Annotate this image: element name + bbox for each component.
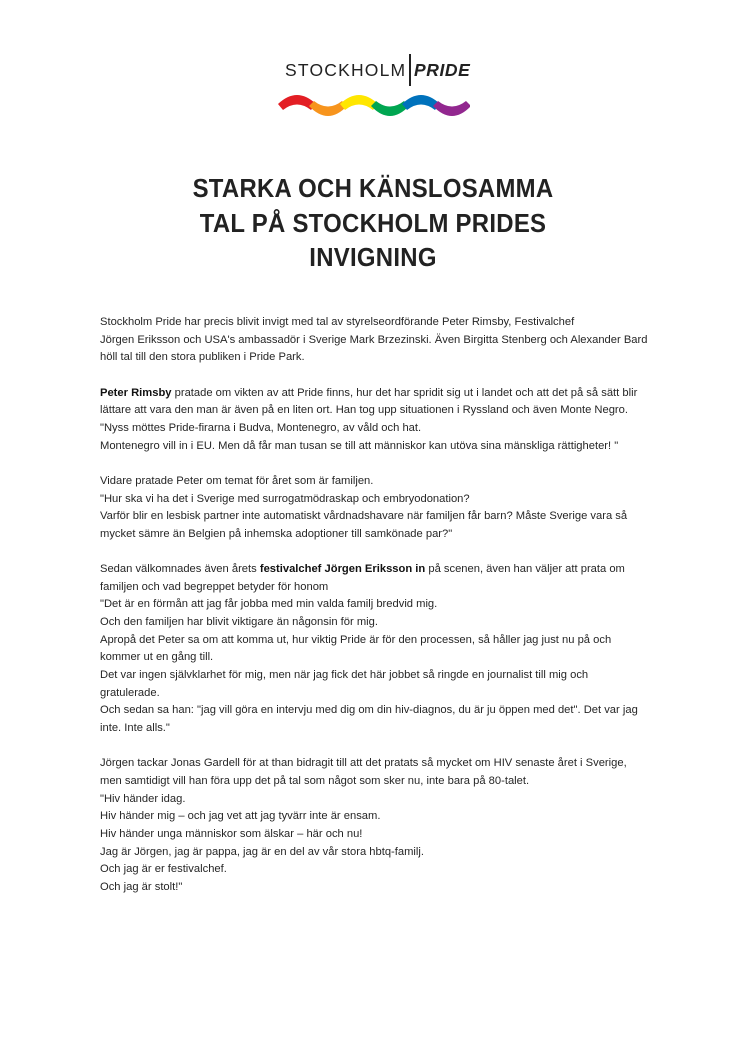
text-line: Jörgen Eriksson och USA's ambassadör i Sverige Mark Brzezinski. Även Birgitta Stenberg och Alexander Bard	[100, 333, 648, 346]
logo-word-pride: PRIDE	[413, 59, 471, 80]
bold-name: Peter Rimsby	[100, 386, 172, 399]
text-line: höll tal till den stora publiken i Pride Park.	[100, 351, 305, 364]
text-line: kommer ut en gång till.	[100, 651, 214, 664]
rainbow-arc	[433, 101, 470, 116]
bold-name: festivalchef Jörgen Eriksson in	[259, 563, 426, 576]
text-line: familjen och vad begreppet betyder för honom	[100, 580, 329, 593]
page-title	[122, 171, 624, 275]
text-line: Hiv händer mig – och jag vet att jag tyvärr inte är ensam.	[100, 810, 381, 823]
text-line: lättare att vara den man är även på en liten ort. Han tog upp situationen i Ryssland och även Monte Negro.	[100, 404, 628, 417]
text-line: "Nyss möttes Pride-firarna i Budva, Montenegro, av våld och hat.	[100, 421, 422, 434]
text-run: pratade om vikten av att Pride finns, hur det har spridit sig ut i landet och att det på så sätt blir	[171, 386, 638, 399]
text-line: Och sedan sa han: "jag vill göra en intervju med dig om din hiv-diagnos, du är ju öppen med det". Det var jag	[100, 704, 638, 717]
text-line	[100, 561, 660, 579]
text-line: inte. Inte alls."	[100, 722, 170, 735]
paragraph-jorgen-eriksson	[100, 561, 660, 738]
text-run: på scenen, även han väljer att prata om	[425, 563, 625, 576]
paragraph-family-theme	[100, 473, 660, 544]
text-line: Varför blir en lesbisk partner inte automatiskt vårdnadshavare när familjen får barn? Måste Sverige vara så	[100, 510, 628, 523]
text-line: Och den familjen har blivit viktigare än någonsin för mig.	[100, 616, 378, 629]
text-line: Jag är Jörgen, jag är pappa, jag är en del av vår stora hbtq-familj.	[100, 845, 424, 858]
text-line: Montenegro vill in i EU. Men då får man tusan se till att människor kan utöva sina mänskliga rättigheter! "	[100, 439, 619, 452]
text-line: Och jag är stolt!"	[100, 880, 183, 893]
rainbow-arc	[402, 95, 440, 110]
paragraph-hiv-speech	[100, 755, 660, 896]
paragraph-intro	[100, 314, 660, 367]
text-line: Vidare pratade Peter om temat för året som är familjen.	[100, 474, 374, 487]
text-line: Och jag är er festivalchef.	[100, 863, 227, 876]
text-line: Hiv händer unga människor som älskar – här och nu!	[100, 827, 363, 840]
rainbow-arc	[340, 95, 378, 110]
article-body	[100, 314, 660, 914]
text-line: Stockholm Pride har precis blivit invigt med tal av styrelseordförande Peter Rimsby, Festivalchef	[100, 316, 575, 328]
logo-wordmark	[285, 52, 470, 88]
text-line	[100, 385, 660, 403]
text-line: "Hiv händer idag.	[100, 792, 186, 805]
text-run: Sedan välkomnades även årets	[100, 563, 260, 576]
rainbow-arcs-icon	[276, 90, 470, 124]
title-line: INVIGNING	[309, 242, 437, 272]
text-line: Jörgen tackar Jonas Gardell för at than bidragit till att det pratats så mycket om HIV senaste året i Sverige,	[100, 757, 627, 770]
text-line: men samtidigt vill han föra upp det på tal som något som sker nu, inte bara på 80-talet.	[100, 775, 530, 787]
text-line: "Det är en förmån att jag får jobba med min valda familj bredvid mig.	[100, 598, 438, 611]
title-line: STARKA OCH KÄNSLOSAMMA	[192, 173, 554, 203]
paragraph-peter-rimsby	[100, 385, 660, 456]
text-line: "Hur ska vi ha det i Sverige med surrogatmödraskap och embryodonation?	[100, 492, 470, 505]
logo-divider	[409, 54, 411, 86]
text-line: mycket sämre än Belgien på inhemska adoptioner till samkönade par?"	[100, 527, 453, 540]
rainbow-arc	[278, 95, 316, 110]
logo-word-stockholm: STOCKHOLM	[285, 59, 407, 80]
text-line: Det var ingen självklarhet för mig, men när jag fick det här jobbet så ringde en journalist till mig och	[100, 669, 589, 682]
text-line: Apropå det Peter sa om att komma ut, hur viktig Pride är för den processen, så håller jag just nu på och	[100, 633, 612, 646]
title-line: TAL PÅ STOCKHOLM PRIDES	[199, 207, 547, 238]
text-line: gratulerade.	[100, 686, 160, 699]
